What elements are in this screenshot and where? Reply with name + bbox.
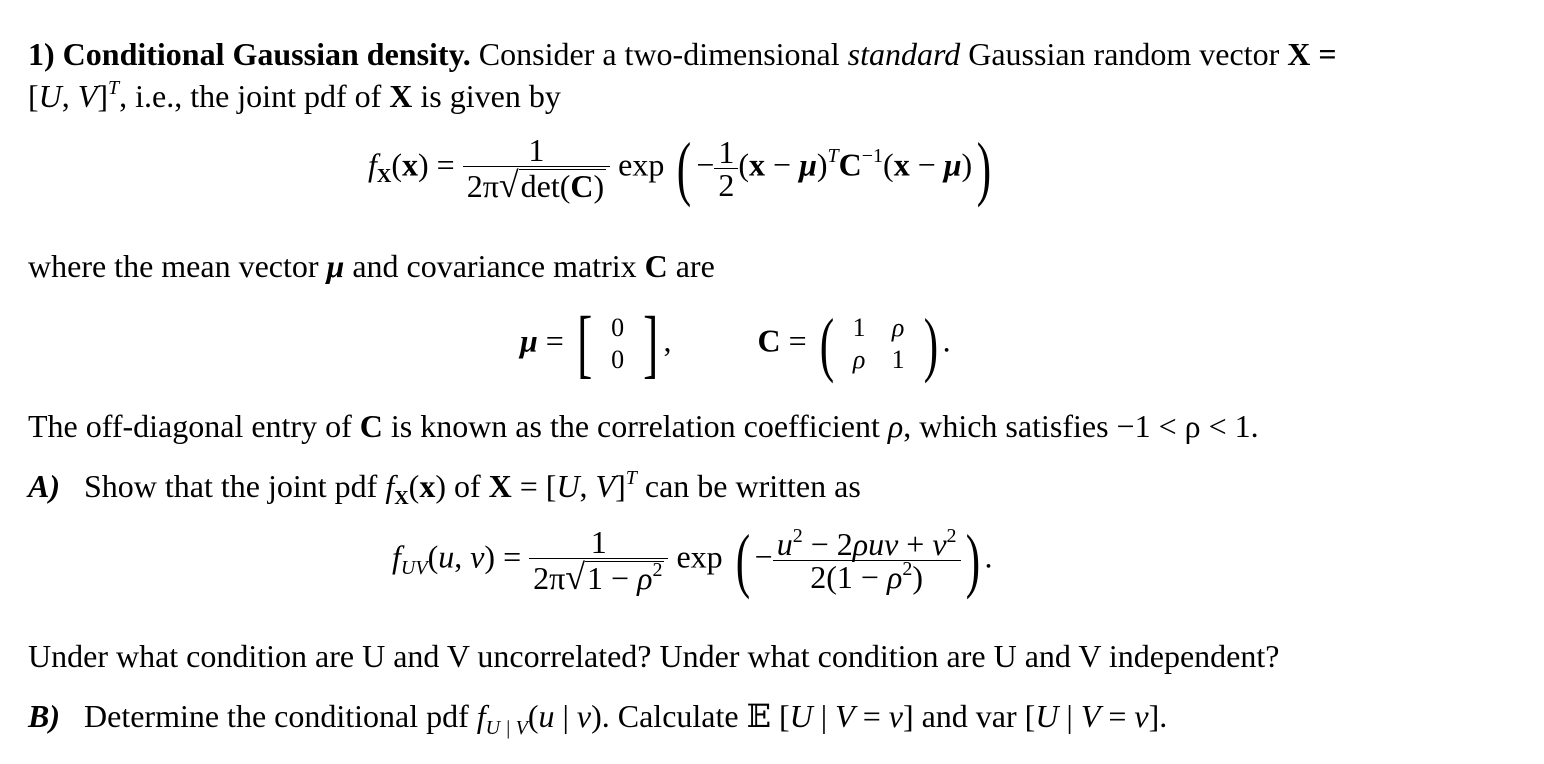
mu-vector: 0 0 (611, 313, 625, 374)
problem-heading-line (28, 38, 1337, 70)
intro-text-a: Consider a two-dimensional (478, 36, 840, 72)
part-a-text-b: of (453, 468, 481, 504)
vector-uv-def: [U, V]$^T$, (28, 77, 128, 114)
where-text: where the mean vector (28, 248, 319, 284)
part-b-label: B) (28, 698, 60, 734)
intro-text-d: is given by (420, 78, 561, 114)
offdiag-text-b: is known as the correlation coefficient (390, 408, 880, 444)
part-a-text-c: can be written as (644, 468, 861, 504)
rho-range: −1 < ρ < 1. (1116, 408, 1259, 444)
part-a-label: A) (28, 468, 60, 504)
vector-x-symbol: X = (1287, 36, 1337, 72)
offdiag-text-c: which satisfies (919, 408, 1109, 444)
part-a-text-a: Show that the joint pdf (84, 468, 378, 504)
mean-cov-line: where the mean vector μ and covariance matrix C are (28, 248, 715, 284)
part-b-text-b: Calculate (617, 698, 739, 734)
and-cov-text: and covariance matrix (352, 248, 637, 284)
part-a-line: A) Show that the joint pdf $f_X(x)$ of X = [U, V]$^T$ can be written as (28, 467, 861, 509)
intro-text-b: Gaussian random vector (968, 36, 1280, 72)
problem-number: 1) (28, 36, 55, 72)
problem-title: Conditional Gaussian density. (62, 36, 471, 72)
problem-intro-line-2: [U, V]$^T$, i.e., the joint pdf of X is given by (28, 77, 561, 114)
part-b-text-a: Determine the conditional pdf (84, 698, 469, 734)
joint-pdf-equation: $f_X(x)$ = $\frac{1}{2\pi√\det(C)}$ exp ( − $\frac{1}{2}$ $(x - \mu)^TC^{-1}(x - \mu)$) (368, 128, 992, 208)
intro-emphasis: standard (847, 36, 961, 72)
offdiag-line: The off-diagonal entry of C is known as the correlation coefficient ρ, which satisfies −1 < ρ < 1. (28, 408, 1259, 444)
covariance-matrix: 1 ρ ρ 1 (852, 313, 905, 374)
part-b-line: B) Determine the conditional pdf $f_{U | V}(u$ | v). Calculate 𝔼 [U | V = v] and var [U | V = v]. (28, 698, 1168, 739)
intro-text-c: i.e., the joint pdf of (135, 78, 382, 114)
part-b-text-c: and var (921, 698, 1017, 734)
normalization-fraction: $\frac{1}{2\pi√\det(C)}$ (463, 134, 610, 203)
mu-c-definition: μ = [ 0 0 ] , C = ( 1 ρ ρ 1 ) . (520, 302, 951, 386)
offdiag-text-a: The off-diagonal entry of (28, 408, 352, 444)
fuv-equation: $f_{UV}(u$, v) = $\frac{1}{2\pi√1 - \rho^2}$ exp ( − $\frac{u^2 - 2\rho uv + v^2}{2(1 - \rho^2)}$ ) . (392, 520, 993, 600)
are-text: are (675, 248, 715, 284)
part-a-question: Under what condition are U and V uncorrelated? Under what condition are U and V independent? (28, 638, 1280, 674)
